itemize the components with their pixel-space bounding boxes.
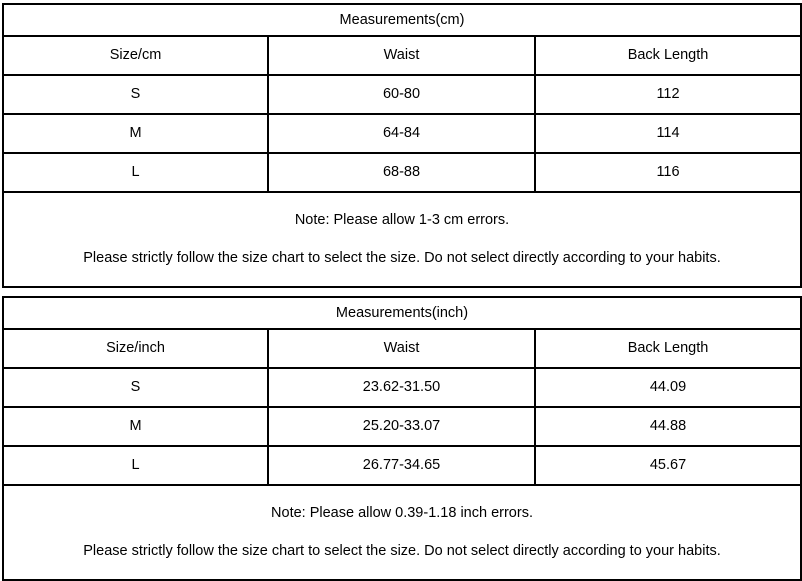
cell-size-l-inch: L <box>3 446 268 485</box>
column-header-size-inch: Size/inch <box>3 329 268 368</box>
table-row <box>3 153 801 192</box>
table-header-row <box>3 329 801 368</box>
cell-size-s-inch: S <box>3 368 268 407</box>
table-row <box>3 446 801 485</box>
table-note-row <box>3 192 801 287</box>
table-row <box>3 368 801 407</box>
note-selection-guidance-inch: Please strictly follow the size chart to select the size. Do not select directly according to your habits. <box>83 543 721 559</box>
cell-back-length-l-inch: 45.67 <box>535 446 801 485</box>
note-error-tolerance-cm: Note: Please allow 1-3 cm errors. <box>294 211 510 228</box>
cell-waist-m-inch: 25.20-33.07 <box>268 407 535 446</box>
cell-waist-l-cm: 68-88 <box>268 153 535 192</box>
cell-back-length-m-cm: 114 <box>535 114 801 153</box>
cell-size-l-cm: L <box>3 153 268 192</box>
cell-back-length-s-inch: 44.09 <box>535 368 801 407</box>
cell-waist-m-cm: 64-84 <box>268 114 535 153</box>
cell-size-s-cm: S <box>3 75 268 114</box>
table-row <box>3 114 801 153</box>
table-row <box>3 75 801 114</box>
table-title-row <box>3 297 801 329</box>
column-header-back-length-inch: Back Length <box>535 329 801 368</box>
table-header-row <box>3 36 801 75</box>
cell-waist-l-inch: 26.77-34.65 <box>268 446 535 485</box>
cell-back-length-s-cm: 112 <box>535 75 801 114</box>
column-header-back-length-cm: Back Length <box>535 36 801 75</box>
cell-size-m-cm: M <box>3 114 268 153</box>
cell-size-m-inch: M <box>3 407 268 446</box>
table-title-inch: Measurements(inch) <box>3 297 801 329</box>
note-error-tolerance-inch: Note: Please allow 0.39-1.18 inch errors. <box>271 504 533 521</box>
cell-waist-s-inch: 23.62-31.50 <box>268 368 535 407</box>
cell-waist-s-cm: 60-80 <box>268 75 535 114</box>
column-header-size-cm: Size/cm <box>3 36 268 75</box>
table-note-row <box>3 485 801 580</box>
note-cell-cm <box>3 192 801 287</box>
measurements-cm-table <box>2 3 802 288</box>
cell-back-length-m-inch: 44.88 <box>535 407 801 446</box>
table-title-cm: Measurements(cm) <box>3 4 801 36</box>
note-selection-guidance-cm: Please strictly follow the size chart to select the size. Do not select directly according to your habits. <box>83 250 721 266</box>
note-cell-inch <box>3 485 801 580</box>
cell-back-length-l-cm: 116 <box>535 153 801 192</box>
table-row <box>3 407 801 446</box>
measurements-inch-table <box>2 296 802 581</box>
column-header-waist-cm: Waist <box>268 36 535 75</box>
table-title-row <box>3 4 801 36</box>
column-header-waist-inch: Waist <box>268 329 535 368</box>
